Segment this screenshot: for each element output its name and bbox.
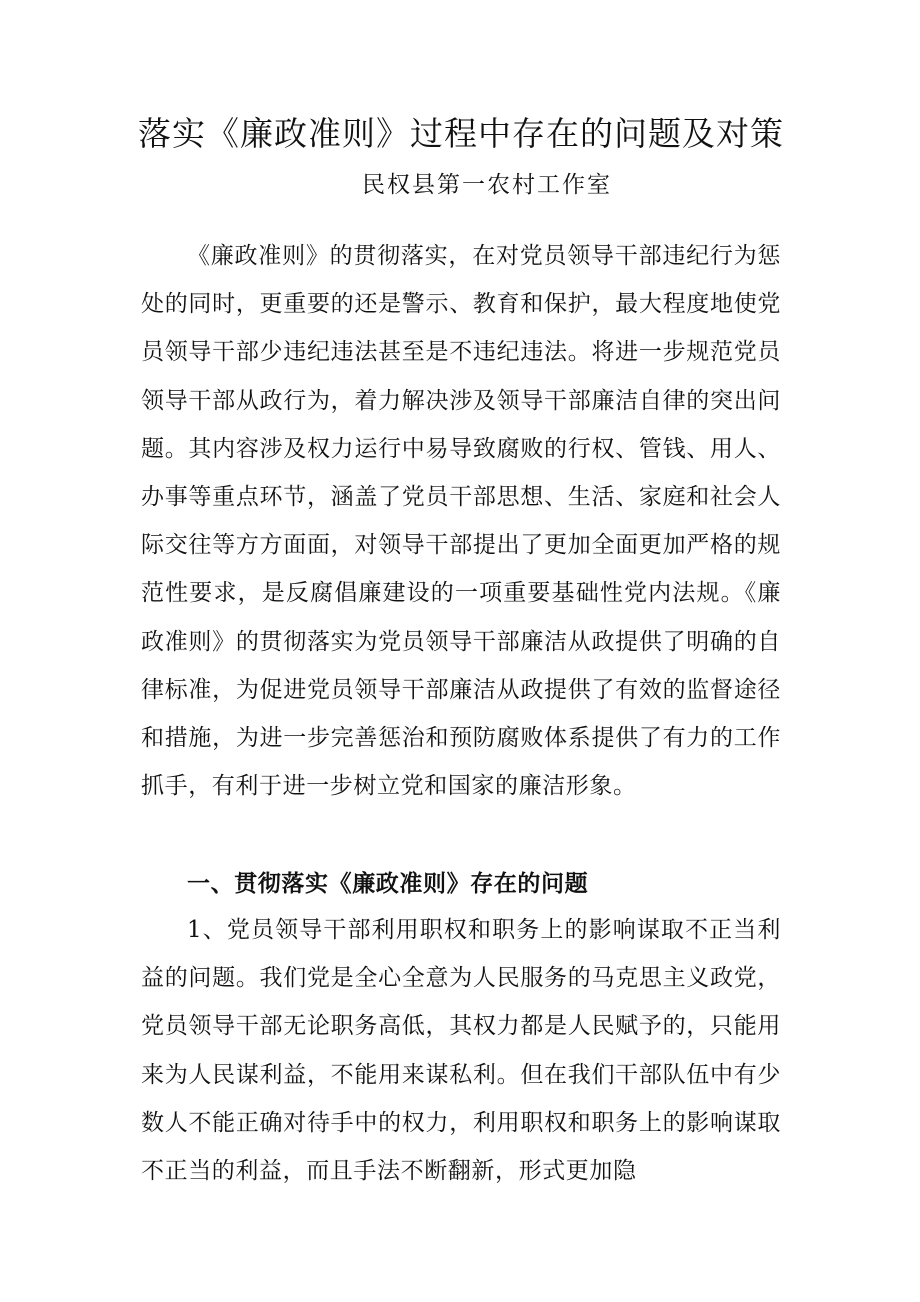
- document-author: 民权县第一农村工作室: [362, 172, 612, 198]
- document-title: 落实《廉政准则》过程中存在的问题及对策: [138, 114, 784, 153]
- section-heading: 一、贯彻落实《廉政准则》存在的问题: [187, 870, 589, 897]
- section-paragraph: 1、党员领导干部利用职权和职务上的影响谋取不正当利益的问题。我们党是全心全意为人民服务的马克思主义政党，党员领导干部无论职务高低，其权力都是人民赋予的，只能用来为人民谋利益，不能用来谋私利。但在我们干部队伍中有少数人不能正确对待手中的权力，利用职权和职务上的影响谋取不正当的利益，而且手法不断翻新，形式更加隐: [141, 917, 781, 1185]
- body-paragraph: 《廉政准则》的贯彻落实，在对党员领导干部违纪行为惩处的同时，更重要的还是警示、教育和保护，最大程度地使党员领导干部少违纪违法甚至是不违纪违法。将进一步规范党员领导干部从政行为，着力解决涉及领导干部廉洁自律的突出问题。其内容涉及权力运行中易导致腐败的行权、管钱、用人、办事等重点环节，涵盖了党员干部思想、生活、家庭和社会人际交往等方方面面，对领导干部提出了更加全面更加严格的规范性要求，是反腐倡廉建设的一项重要基础性党内法规。《廉政准则》的贯彻落实为党员领导干部廉洁从政提供了明确的自律标准，为促进党员领导干部廉洁从政提供了有效的监督途径和措施，为进一步完善惩治和预防腐败体系提供了有力的工作抓手，有利于进一步树立党和国家的廉洁形象。: [141, 243, 781, 800]
